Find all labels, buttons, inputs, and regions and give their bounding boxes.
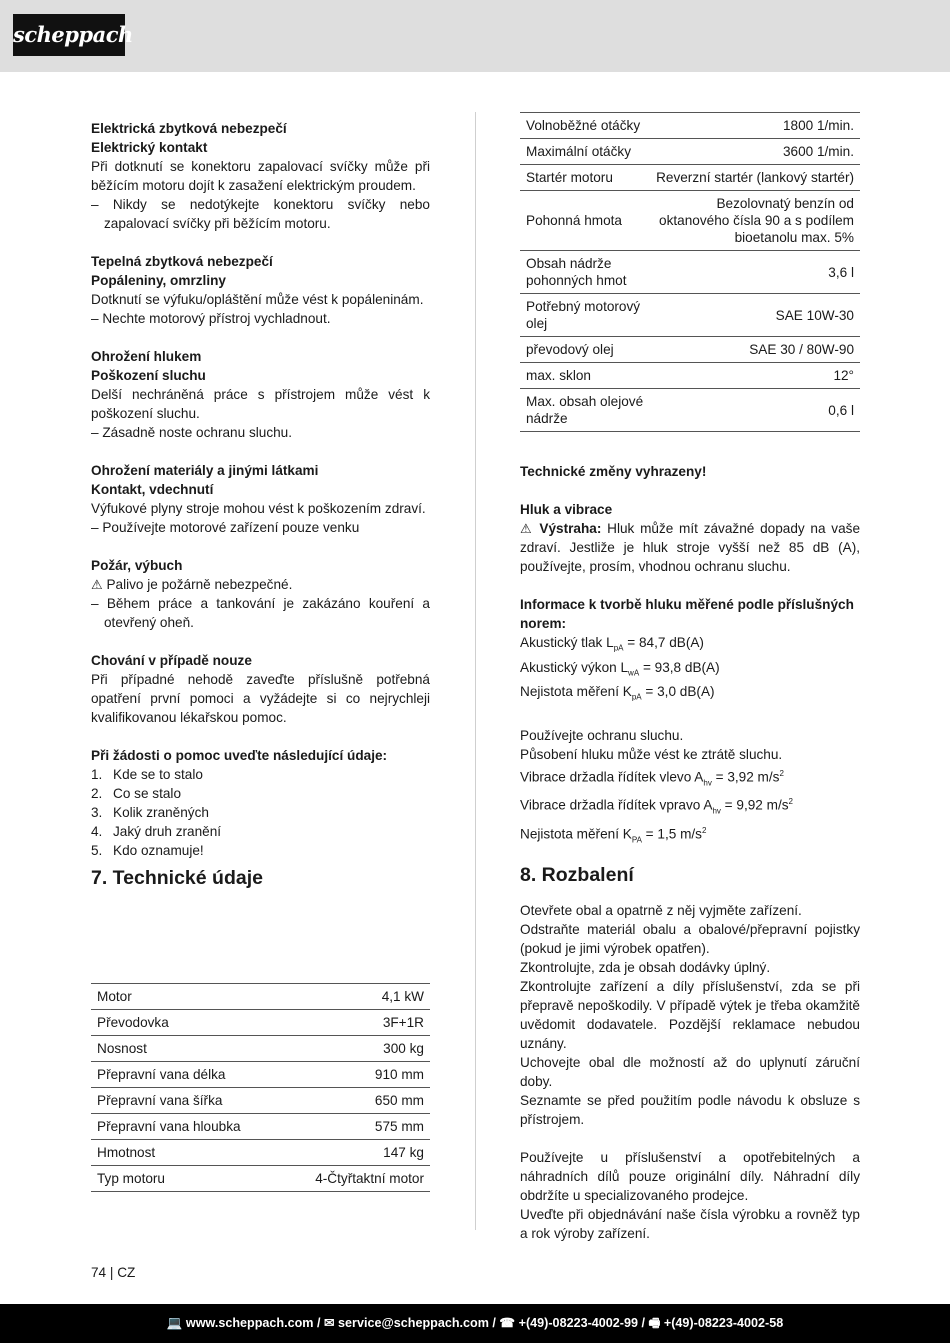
section-title: Ohrožení materiály a jinými látkami — [91, 463, 319, 478]
section-title: Informace k tvorbě hluku měřené podle příslušných norem: — [520, 597, 854, 631]
list-item: 1. Kde se to stalo — [91, 767, 203, 782]
section-title: Chování v případě nouze — [91, 653, 252, 668]
page-number: 74 | CZ — [91, 1265, 136, 1280]
table-row: Potřebný motorový olej SAE 10W-30 — [520, 294, 860, 337]
paragraph: Používejte u příslušenství a opotřebitelných a náhradních dílů pouze originální díly. Náhradní díly obdržíte u specializovaného prodejce. — [520, 1149, 860, 1203]
measurement: Vibrace držadla řídítek vpravo $A_{hv} = 9,92$ $m/s^2$ — [520, 797, 793, 816]
right-column — [520, 462, 860, 1243]
table-row: Nosnost 300 kg — [91, 1036, 430, 1062]
paragraph: Zkontrolujte zařízení a díly příslušenství, zda se při přepravě nepoškodily. V případě výtek je třeba okamžitě uvědomit dodavatele. Pozdější reklamace nebudou uznány. — [520, 978, 860, 1051]
section-title: Tepelná zbytková nebezpečí — [91, 254, 273, 269]
brand-logo: scheppach — [13, 14, 125, 56]
page-footer — [0, 1304, 950, 1343]
paragraph: Uchovejte obal dle možností až do uplynutí záruční doby. — [520, 1054, 860, 1089]
section-subtitle: Elektrický kontakt — [91, 140, 208, 155]
table-row: Motor 4,1 kW — [91, 984, 430, 1010]
table-row: Přepravní vana délka 910 mm — [91, 1062, 430, 1088]
dash-item: – Během práce a tankování je zakázáno kouření a otevřený oheň. — [91, 596, 430, 630]
section-subtitle: Kontakt, vdechnutí — [91, 482, 214, 497]
table-row: Startér motoru Reverzní startér (lankový startér) — [520, 165, 860, 191]
technical-table-2 — [520, 112, 860, 432]
paragraph: Seznamte se před použitím podle návodu k obsluze s přístrojem. — [520, 1092, 860, 1127]
dash-item: – Nechte motorový přístroj vychladnout. — [91, 311, 331, 326]
table-row: Přepravní vana hloubka 575 mm — [91, 1114, 430, 1140]
warning-icon: ⚠ — [91, 577, 103, 592]
warning-text: Palivo je požárně nebezpečné. — [106, 577, 293, 592]
measurement: Nejistota měření $K_{PA} = 1,5$ $m/s^2$ — [520, 825, 707, 844]
table-row: Max. obsah olejové nádrže 0,6 l — [520, 389, 860, 432]
dash-item: – Používejte motorové zařízení pouze venku — [91, 520, 360, 535]
section-subtitle: Popáleniny, omrzliny — [91, 273, 226, 288]
section-title: Ohrožení hlukem — [91, 349, 202, 364]
table-row: Maximální otáčky 3600 1/min. — [520, 139, 860, 165]
section-title: Elektrická zbytková nebezpečí — [91, 121, 287, 136]
measurement: Nejistota měření $K_{pA} = 3,0$ dB(A) — [520, 684, 715, 703]
paragraph: Při případné nehodě zaveďte příslušně potřebná opatření první pomoci a vyžádejte si co nejrychleji kvalifikovanou lékařskou pomoc. — [91, 672, 430, 725]
table-row: max. sklon 12° — [520, 363, 860, 389]
warning-paragraph: ⚠ Výstraha: Hluk může mít závažné dopady na vaše zdraví. Jestliže je hluk stroje vyšší než 85 dB (A), používejte, prosím, vhodnou ochranu sluchu. — [520, 521, 861, 574]
technical-table-1 — [91, 983, 430, 1192]
table-row: Pohonná hmota Bezolovnatý benzín od oktanového čísla 90 a s podílem bioetanolu max. 5% — [520, 191, 860, 251]
paragraph: Při dotknutí se konektoru zapalovací svíčky může při běžícím motoru dojít k zasažení elektrickým proudem. — [91, 159, 430, 193]
list-item: 4. Jaký druh zranění — [91, 824, 222, 839]
list-item: 2. Co se stalo — [91, 786, 182, 801]
paragraph: Zkontrolujte, zda je obsah dodávky úplný. — [520, 959, 771, 975]
measurement: Akustický výkon $L_{wA} = 93,8$ dB(A) — [520, 659, 720, 678]
table-row: Přepravní vana šířka 650 mm — [91, 1088, 430, 1114]
paragraph: Výfukové plyny stroje mohou vést k poškozením zdraví. — [91, 501, 426, 516]
heading-technical-data: 7. Technické údaje — [91, 867, 263, 889]
emergency-list — [91, 765, 430, 860]
section-title: Požár, výbuch — [91, 558, 183, 573]
list-item: 5. Kdo oznamuje! — [91, 843, 204, 858]
dash-item: – Zásadně noste ochranu sluchu. — [91, 425, 293, 440]
tech-changes-note: Technické změny vyhrazeny! — [520, 464, 707, 479]
table-row: Hmotnost 147 kg — [91, 1140, 430, 1166]
paragraph: Delší nechráněná práce s přístrojem může vést k poškození sluchu. — [91, 387, 430, 421]
measurement: Vibrace držadla řídítek vlevo $A_{hv} = 3,92$ $m/s^2$ — [520, 769, 784, 788]
section-title: Hluk a vibrace — [520, 502, 613, 517]
heading-unpacking: 8. Rozbalení — [520, 863, 634, 886]
warning-icon: ⚠ — [520, 521, 534, 536]
section-title: Při žádosti o pomoc uveďte následující údaje: — [91, 748, 388, 763]
table-row: Typ motoru 4-Čtyřtaktní motor — [91, 1166, 430, 1192]
page-header — [0, 0, 950, 72]
paragraph: Používejte ochranu sluchu. — [520, 728, 684, 744]
paragraph: Uveďte při objednávání naše čísla výrobku a rovněž typ a rok výroby zařízení. — [520, 1206, 860, 1241]
left-column — [91, 119, 430, 902]
table-row: Převodovka 3F+1R — [91, 1010, 430, 1036]
table-row: Obsah nádrže pohonných hmot 3,6 l — [520, 251, 860, 294]
section-subtitle: Poškození sluchu — [91, 368, 206, 383]
paragraph: Odstraňte materiál obalu a obalové/přepravní pojistky (pokud je jimi výrobek opatřen). — [520, 921, 860, 956]
list-item: 3. Kolik zraněných — [91, 805, 209, 820]
footer-contact: 💻 www.scheppach.com / ✉ service@scheppach.com / ☎ +(49)-08223-4002-99 / 🖷 +(49)-08223-4002-58 — [166, 1316, 784, 1330]
column-divider — [475, 112, 476, 1230]
paragraph: Otevřete obal a opatrně z něj vyjměte zařízení. — [520, 902, 802, 918]
table-row: Volnoběžné otáčky 1800 1/min. — [520, 113, 860, 139]
warning-line — [91, 575, 430, 594]
table-row: převodový olej SAE 30 / 80W-90 — [520, 337, 860, 363]
measurement: Akustický tlak $L_{pA} = 84,7$ dB(A) — [520, 635, 704, 653]
paragraph: Působení hluku může vést ke ztrátě sluchu. — [520, 747, 783, 763]
paragraph: Dotknutí se výfuku/opláštění může vést k popáleninám. — [91, 292, 424, 307]
dash-item: – Nikdy se nedotýkejte konektoru svíčky nebo zapalovací svíčky při běžícím motoru. — [91, 197, 430, 231]
